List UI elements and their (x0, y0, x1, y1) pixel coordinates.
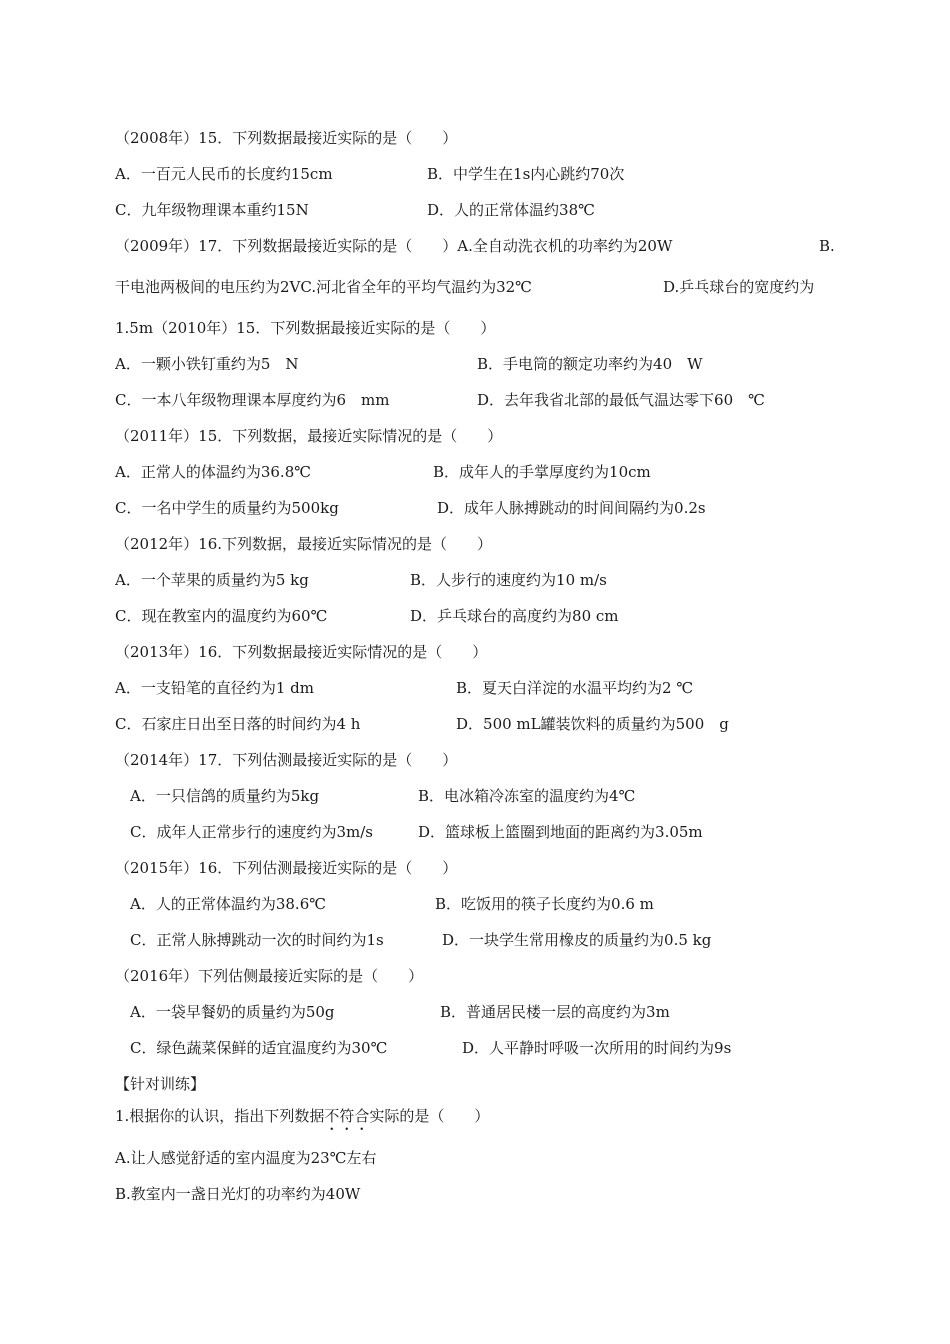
option-b-label: B. (819, 237, 835, 255)
option-d: D．成年人脉搏跳动的时间间隔约为0.2s (437, 499, 706, 517)
question-2008-stem: （2008年）15．下列数据最接近实际的是（ ） (115, 129, 458, 147)
option-a: A．一袋早餐奶的质量约为50g (130, 1003, 335, 1021)
question-1-text-start: 1.根据你的认识，指出下列数据 (115, 1107, 325, 1125)
question-2008-options-row1 (115, 164, 625, 184)
question-2016-options-row1 (130, 1002, 670, 1022)
question-2016-options-row2 (130, 1038, 732, 1058)
option-b: B．人步行的速度约为10 m/s (410, 571, 607, 589)
question-2014-options-row1 (130, 786, 636, 806)
option-a: A．一只信鸽的质量约为5kg (130, 787, 320, 805)
option-a: A．正常人的体温约为36.8℃ (115, 463, 312, 481)
question-2012-options-row2 (115, 606, 619, 626)
question-1-emphasis: 不符合 (324, 1107, 370, 1125)
question-2011-stem: （2011年）15．下列数据，最接近实际情况的是（ ） (115, 427, 503, 445)
option-b: B．普通居民楼一层的高度约为3m (440, 1003, 670, 1021)
option-d: D．人的正常体温约38℃ (427, 201, 595, 219)
question-2009-options-b-c: 干电池两极间的电压约为2VC.河北省全年的平均气温约为32℃ (115, 278, 532, 296)
question-2015-options-row1 (130, 894, 654, 914)
option-d: D．去年我省北部的最低气温达零下60 ℃ (477, 391, 765, 409)
section-heading: 【针对训练】 (115, 1075, 206, 1093)
question-2013-stem: （2013年）16．下列数据最接近实际情况的是（ ） (115, 643, 488, 661)
question-2009-stem-and-option-a: （2009年）17．下列数据最接近实际的是（ ）A.全自动洗衣机的功率约为20W (115, 237, 673, 255)
option-b: B．吃饭用的筷子长度约为0.6 m (435, 895, 654, 913)
question-1-text-end: 实际的是（ ） (369, 1107, 490, 1125)
question-2012-options-row1 (115, 570, 607, 590)
question-2010-options-row2 (115, 390, 765, 410)
option-c: C．石家庄日出至日落的时间约为4 h (115, 715, 361, 733)
question-2015-stem: （2015年）16．下列估测最接近实际的是（ ） (115, 859, 458, 877)
option-a: A．一个苹果的质量约为5 kg (115, 571, 309, 589)
question-2015-options-row2 (130, 930, 712, 950)
option-d: D．500 mL罐装饮料的质量约为500 g (456, 715, 729, 733)
option-d: D．乒乓球台的高度约为80 cm (410, 607, 619, 625)
option-d: D．一块学生常用橡皮的质量约为0.5 kg (442, 931, 712, 949)
option-c: C．一本八年级物理课本厚度约为6 mm (115, 391, 390, 409)
option-b: B．成年人的手掌厚度约为10cm (433, 463, 651, 481)
question-2012-stem: （2012年）16.下列数据，最接近实际情况的是（ ） (115, 535, 493, 553)
question-2009-line1 (115, 236, 835, 256)
question-2014-options-row2 (130, 822, 703, 842)
option-c: C．现在教室内的温度约为60℃ (115, 607, 328, 625)
option-a: A．一百元人民币的长度约15cm (115, 165, 333, 183)
training-option-a: A.让人感觉舒适的室内温度为23℃左右 (115, 1149, 377, 1167)
option-b: B．电冰箱冷冻室的温度约为4℃ (418, 787, 636, 805)
question-2014-stem: （2014年）17．下列估测最接近实际的是（ ） (115, 751, 458, 769)
question-2011-options-row2 (115, 498, 706, 518)
option-c: C．一名中学生的质量约为500kg (115, 499, 339, 517)
option-a: A．一颗小铁钉重约为5 N (115, 355, 299, 373)
question-2011-options-row1 (115, 462, 651, 482)
option-b: B．中学生在1s内心跳约70次 (427, 165, 625, 183)
option-d: D.乒乓球台的宽度约为 (663, 278, 815, 296)
option-d: D．篮球板上篮圈到地面的距离约为3.05m (418, 823, 703, 841)
option-c: C．绿色蔬菜保鲜的适宜温度约为30℃ (130, 1039, 388, 1057)
option-c: C．正常人脉搏跳动一次的时间约为1s (130, 931, 384, 949)
option-a: A．人的正常体温约为38.6℃ (130, 895, 327, 913)
question-2010-stem: 1.5m（2010年）15．下列数据最接近实际的是（ ） (115, 319, 496, 337)
training-question-1 (115, 1106, 489, 1134)
option-d: D．人平静时呼吸一次所用的时间约为9s (462, 1039, 732, 1057)
option-b: B．手电筒的额定功率约为40 W (477, 355, 703, 373)
option-b: B．夏天白洋淀的水温平均约为2 ℃ (456, 679, 694, 697)
question-2013-options-row1 (115, 678, 694, 698)
option-c: C．成年人正常步行的速度约为3m/s (130, 823, 373, 841)
training-option-b: B.教室内一盏日光灯的功率约为40W (115, 1185, 361, 1203)
question-2010-options-row1 (115, 354, 703, 374)
question-2009-line2 (115, 277, 835, 297)
option-c: C．九年级物理课本重约15N (115, 201, 309, 219)
question-2013-options-row2 (115, 714, 729, 734)
question-2016-stem: （2016年）下列估侧最接近实际的是（ ） (115, 967, 424, 985)
question-2008-options-row2 (115, 200, 595, 220)
option-a: A．一支铅笔的直径约为1 dm (115, 679, 314, 697)
